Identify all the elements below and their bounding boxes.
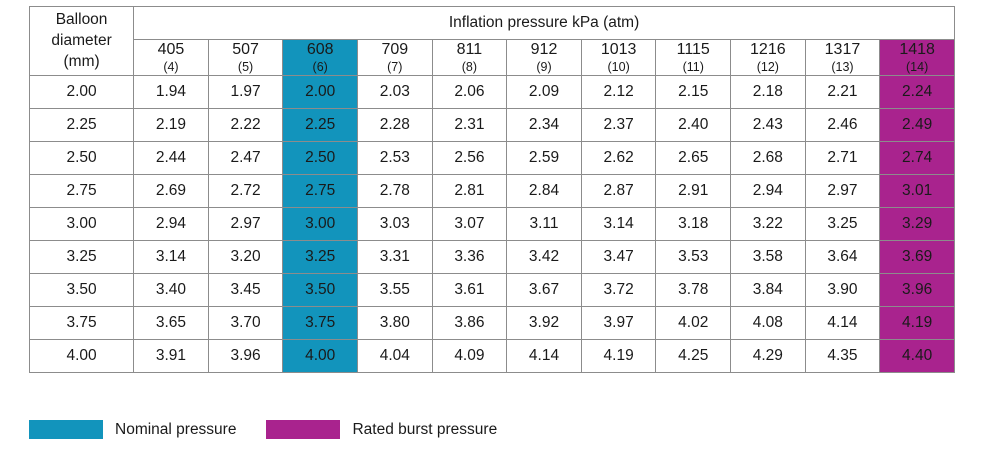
diameter-value-cell: 4.00	[283, 340, 358, 373]
diameter-value-cell: 2.24	[880, 76, 955, 109]
table-header-row-group	[30, 7, 955, 40]
diameter-value-cell: 3.96	[880, 274, 955, 307]
diameter-value-cell: 2.94	[731, 175, 806, 208]
legend-label-burst: Rated burst pressure	[352, 420, 498, 438]
pressure-atm-value: (8)	[461, 60, 478, 75]
diameter-value-cell: 2.19	[134, 109, 209, 142]
legend-item-nominal	[29, 420, 236, 439]
pressure-column-header	[432, 40, 507, 76]
diameter-value-cell: 2.69	[134, 175, 209, 208]
pressure-kpa-value: 1418	[899, 41, 935, 58]
diameter-value-cell: 4.29	[731, 340, 806, 373]
table-row	[30, 307, 955, 340]
diameter-value-cell: 3.03	[357, 208, 432, 241]
table-body	[30, 76, 955, 373]
diameter-header-line-3: (mm)	[63, 52, 100, 70]
diameter-value-cell: 2.87	[581, 175, 656, 208]
diameter-value-cell: 4.02	[656, 307, 731, 340]
diameter-value-cell: 2.59	[507, 142, 582, 175]
diameter-value-cell: 2.21	[805, 76, 880, 109]
diameter-value-cell: 4.14	[507, 340, 582, 373]
table-row	[30, 175, 955, 208]
table-row	[30, 241, 955, 274]
diameter-value-cell: 4.19	[880, 307, 955, 340]
diameter-value-cell: 4.19	[581, 340, 656, 373]
table-row	[30, 340, 955, 373]
diameter-value-cell: 1.94	[134, 76, 209, 109]
diameter-value-cell: 2.49	[880, 109, 955, 142]
diameter-value-cell: 2.71	[805, 142, 880, 175]
diameter-value-cell: 2.06	[432, 76, 507, 109]
diameter-value-cell: 2.62	[581, 142, 656, 175]
diameter-value-cell: 4.25	[656, 340, 731, 373]
diameter-value-cell: 3.69	[880, 241, 955, 274]
diameter-value-cell: 3.22	[731, 208, 806, 241]
balloon-diameter-cell: 3.00	[30, 208, 134, 241]
pressure-atm-value: (10)	[607, 60, 630, 75]
diameter-value-cell: 2.46	[805, 109, 880, 142]
pressure-kpa-value: 405	[157, 41, 185, 58]
table-row	[30, 109, 955, 142]
pressure-kpa-value: 608	[306, 41, 334, 58]
diameter-value-cell: 2.53	[357, 142, 432, 175]
pressure-kpa-value: 1115	[676, 41, 710, 58]
diameter-value-cell: 4.14	[805, 307, 880, 340]
diameter-value-cell: 2.34	[507, 109, 582, 142]
diameter-value-cell: 2.03	[357, 76, 432, 109]
table-head	[30, 7, 955, 76]
diameter-value-cell: 3.53	[656, 241, 731, 274]
pressure-column-header	[731, 40, 806, 76]
diameter-value-cell: 3.29	[880, 208, 955, 241]
diameter-value-cell: 3.67	[507, 274, 582, 307]
diameter-value-cell: 2.28	[357, 109, 432, 142]
legend-swatch-nominal	[29, 420, 103, 439]
diameter-value-cell: 3.01	[880, 175, 955, 208]
pressure-kpa-value: 1216	[750, 41, 786, 58]
pressure-column-header	[656, 40, 731, 76]
diameter-value-cell: 1.97	[208, 76, 283, 109]
diameter-value-cell: 3.18	[656, 208, 731, 241]
table-row	[30, 142, 955, 175]
compliance-table	[29, 6, 955, 373]
diameter-value-cell: 2.47	[208, 142, 283, 175]
pressure-column-header	[208, 40, 283, 76]
diameter-value-cell: 3.61	[432, 274, 507, 307]
diameter-value-cell: 2.25	[283, 109, 358, 142]
diameter-value-cell: 2.43	[731, 109, 806, 142]
legend-label-nominal: Nominal pressure	[115, 420, 237, 438]
pressure-atm-value: (9)	[536, 60, 552, 75]
diameter-value-cell: 3.00	[283, 208, 358, 241]
diameter-value-cell: 4.09	[432, 340, 507, 373]
diameter-value-cell: 2.18	[731, 76, 806, 109]
diameter-value-cell: 3.96	[208, 340, 283, 373]
diameter-value-cell: 3.92	[507, 307, 582, 340]
diameter-value-cell: 3.86	[432, 307, 507, 340]
diameter-value-cell: 3.70	[208, 307, 283, 340]
diameter-value-cell: 2.75	[283, 175, 358, 208]
pressure-atm-value: (6)	[312, 60, 328, 75]
legend-swatch-burst	[266, 420, 340, 439]
pressure-kpa-value: 912	[530, 41, 558, 58]
pressure-atm-value: (12)	[756, 60, 779, 75]
diameter-value-cell: 2.65	[656, 142, 731, 175]
diameter-value-cell: 3.65	[134, 307, 209, 340]
diameter-header-line-1: Balloon	[55, 10, 108, 28]
pressure-column-header	[880, 40, 955, 76]
pressure-atm-value: (13)	[831, 60, 854, 75]
diameter-value-cell: 2.40	[656, 109, 731, 142]
diameter-value-cell: 3.55	[357, 274, 432, 307]
diameter-value-cell: 3.31	[357, 241, 432, 274]
pressure-kpa-value: 1013	[600, 41, 637, 58]
pressure-atm-value: (7)	[387, 60, 403, 75]
diameter-value-cell: 2.72	[208, 175, 283, 208]
diameter-value-cell: 2.12	[581, 76, 656, 109]
balloon-diameter-cell: 2.50	[30, 142, 134, 175]
legend-item-burst	[266, 420, 497, 439]
diameter-value-cell: 3.11	[507, 208, 582, 241]
balloon-diameter-cell: 3.75	[30, 307, 134, 340]
diameter-value-cell: 3.25	[283, 241, 358, 274]
diameter-value-cell: 3.47	[581, 241, 656, 274]
diameter-value-cell: 3.97	[581, 307, 656, 340]
pressure-kpa-value: 1317	[824, 41, 861, 58]
balloon-diameter-cell: 3.25	[30, 241, 134, 274]
diameter-value-cell: 3.20	[208, 241, 283, 274]
diameter-column-header	[30, 7, 134, 76]
pressure-atm-value: (5)	[237, 60, 254, 75]
diameter-value-cell: 2.91	[656, 175, 731, 208]
diameter-value-cell: 3.80	[357, 307, 432, 340]
diameter-value-cell: 3.78	[656, 274, 731, 307]
diameter-value-cell: 4.35	[805, 340, 880, 373]
diameter-value-cell: 3.14	[581, 208, 656, 241]
diameter-value-cell: 2.44	[134, 142, 209, 175]
pressure-column-header	[507, 40, 582, 76]
diameter-value-cell: 4.40	[880, 340, 955, 373]
pressure-column-header	[283, 40, 358, 76]
diameter-value-cell: 3.36	[432, 241, 507, 274]
diameter-value-cell: 3.50	[283, 274, 358, 307]
diameter-value-cell: 3.40	[134, 274, 209, 307]
diameter-value-cell: 2.97	[805, 175, 880, 208]
table-row	[30, 274, 955, 307]
balloon-diameter-cell: 2.25	[30, 109, 134, 142]
pressure-column-header	[134, 40, 209, 76]
diameter-value-cell: 2.74	[880, 142, 955, 175]
diameter-value-cell: 2.00	[283, 76, 358, 109]
pressure-atm-value: (14)	[906, 60, 929, 75]
diameter-value-cell: 2.31	[432, 109, 507, 142]
inflation-pressure-group-header: Inflation pressure kPa (atm)	[134, 7, 955, 40]
diameter-value-cell: 2.09	[507, 76, 582, 109]
diameter-value-cell: 2.37	[581, 109, 656, 142]
pressure-kpa-value: 709	[381, 41, 409, 58]
pressure-kpa-value: 507	[232, 41, 259, 58]
diameter-value-cell: 3.75	[283, 307, 358, 340]
balloon-diameter-cell: 3.50	[30, 274, 134, 307]
diameter-header-line-2: diameter	[51, 31, 112, 49]
diameter-value-cell: 4.04	[357, 340, 432, 373]
balloon-diameter-cell: 4.00	[30, 340, 134, 373]
pressure-atm-value: (4)	[163, 60, 179, 75]
diameter-value-cell: 3.45	[208, 274, 283, 307]
diameter-value-cell: 2.68	[731, 142, 806, 175]
balloon-diameter-cell: 2.75	[30, 175, 134, 208]
pressure-column-header	[581, 40, 656, 76]
diameter-value-cell: 2.84	[507, 175, 582, 208]
table-row	[30, 208, 955, 241]
diameter-value-cell: 3.25	[805, 208, 880, 241]
diameter-value-cell: 3.42	[507, 241, 582, 274]
pressure-column-header	[357, 40, 432, 76]
diameter-value-cell: 3.64	[805, 241, 880, 274]
diameter-value-cell: 2.50	[283, 142, 358, 175]
table-header-row-pressures	[30, 40, 955, 76]
diameter-value-cell: 3.91	[134, 340, 209, 373]
diameter-value-cell: 2.78	[357, 175, 432, 208]
diameter-value-cell: 2.81	[432, 175, 507, 208]
diameter-value-cell: 2.22	[208, 109, 283, 142]
pressure-column-header	[805, 40, 880, 76]
balloon-diameter-cell: 2.00	[30, 76, 134, 109]
diameter-value-cell: 4.08	[731, 307, 806, 340]
diameter-value-cell: 3.14	[134, 241, 209, 274]
diameter-value-cell: 2.97	[208, 208, 283, 241]
diameter-value-cell: 2.15	[656, 76, 731, 109]
pressure-atm-value: (11)	[682, 60, 704, 75]
diameter-value-cell: 3.58	[731, 241, 806, 274]
diameter-value-cell: 3.72	[581, 274, 656, 307]
diameter-value-cell: 3.07	[432, 208, 507, 241]
table-row	[30, 76, 955, 109]
diameter-value-cell: 3.90	[805, 274, 880, 307]
diameter-value-cell: 3.84	[731, 274, 806, 307]
legend	[29, 420, 527, 439]
diameter-value-cell: 2.94	[134, 208, 209, 241]
pressure-kpa-value: 811	[456, 41, 483, 58]
diameter-value-cell: 2.56	[432, 142, 507, 175]
